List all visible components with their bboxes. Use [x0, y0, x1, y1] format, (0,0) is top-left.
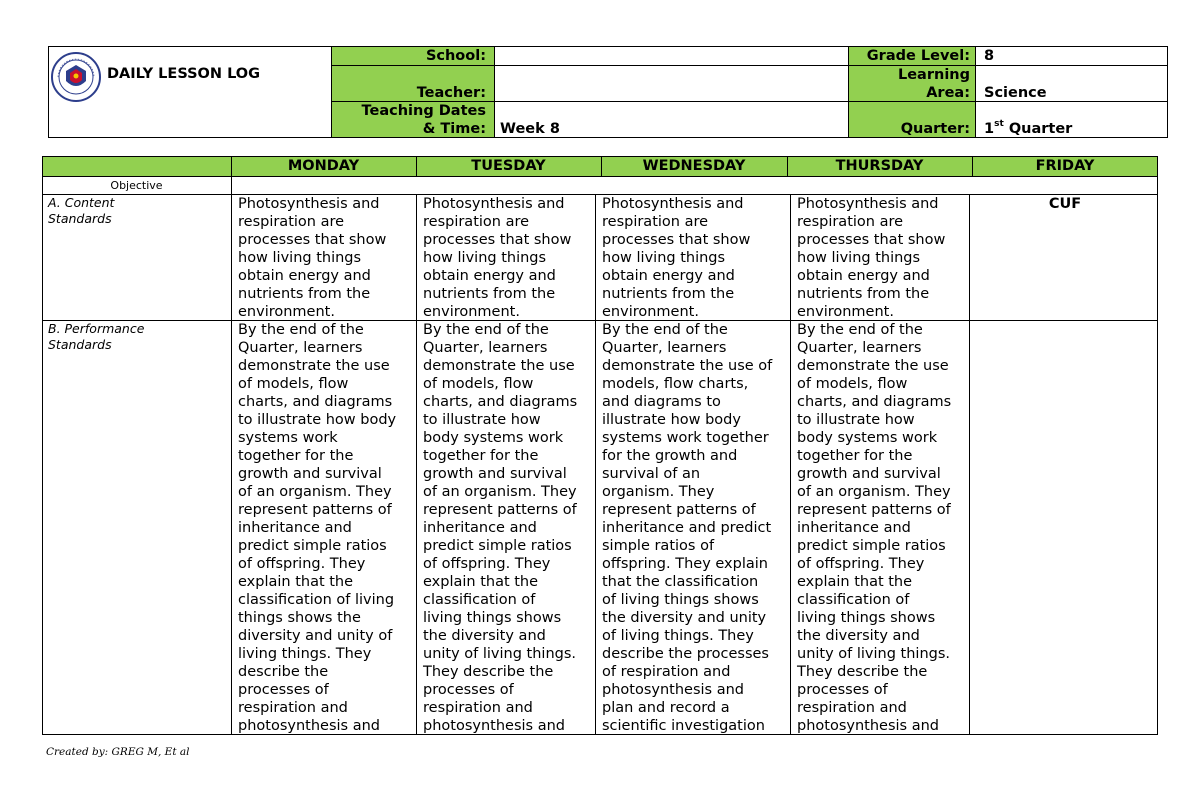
learning-area-value: Science — [984, 85, 1047, 101]
school-label: School: — [425, 48, 486, 64]
created-by-footer: Created by: GREG M, Et al — [46, 746, 190, 758]
day-header-wednesday: WEDNESDAY — [642, 158, 746, 174]
document-title: DAILY LESSON LOG — [107, 66, 261, 82]
quarter-label: Quarter: — [900, 121, 970, 137]
deped-seal-icon — [50, 51, 102, 103]
objective-row-label: Objective — [110, 179, 163, 192]
performance-standard-wednesday: By the end of the Quarter, learners demonstrate the use of models, flow charts, and diagrams to illustrate how body systems work together for the growth and survival of an organism. They represent patterns of inheritance and predict simple ratios of offspring. They explain that the classification of living things shows the diversity and unity of living things. They describe the processes of respiration and photosynthesis and plan and record a scientific investigation — [602, 322, 773, 734]
performance-standard-monday: By the end of the Quarter, learners demonstrate the use of models, flow charts, and diagrams to illustrate how body systems work together for the growth and survival of an organism. They represent patterns of inheritance and predict simple ratios of offspring. They explain that the classification of living things shows the diversity and unity of living things. They describe the processes of respiration and photosynthesis and — [238, 322, 397, 734]
day-header-thursday: THURSDAY — [835, 158, 924, 174]
content-standards-label: A. Content Standards — [48, 195, 115, 226]
grade-level-label: Grade Level: — [866, 48, 970, 64]
performance-standard-tuesday: By the end of the Quarter, learners demonstrate the use of models, flow charts, and diagrams to illustrate how body systems work together for the growth and survival of an organism. They represent patterns of inheritance and predict simple ratios of offspring. They explain that the classification of living things shows the diversity and unity of living things. They describe the processes of respiration and photosynthesis and — [423, 322, 578, 734]
performance-standards-label: B. Performance Standards — [48, 321, 145, 352]
quarter-value: 1st Quarter — [984, 119, 1073, 137]
day-header-friday: FRIDAY — [1035, 158, 1095, 174]
content-standard-tuesday: Photosynthesis and respiration are processes that show how living things obtain energy and nutrients from the environment. — [423, 196, 572, 320]
content-standard-monday: Photosynthesis and respiration are processes that show how living things obtain energy and nutrients from the environment. — [238, 196, 387, 320]
performance-standard-thursday: By the end of the Quarter, learners demonstrate the use of models, flow charts, and diagrams to illustrate how body systems work together for the growth and survival of an organism. They represent patterns of inheritance and predict simple ratios of offspring. They explain that the classification of living things shows the diversity and unity of living things. They describe the processes of respiration and photosynthesis and — [797, 322, 952, 734]
content-standard-thursday: Photosynthesis and respiration are processes that show how living things obtain energy and nutrients from the environment. — [797, 196, 946, 320]
content-standard-friday: CUF — [1048, 196, 1082, 212]
grade-level-value: 8 — [984, 48, 995, 64]
day-header-monday: MONDAY — [287, 158, 360, 174]
teacher-label: Teacher: — [416, 85, 486, 101]
teaching-dates-value: Week 8 — [500, 121, 560, 137]
learning-area-label-line2: Area: — [926, 85, 970, 101]
teaching-dates-label-line2: & Time: — [422, 121, 486, 137]
learning-area-label-line1: Learning — [897, 67, 970, 83]
day-header-tuesday: TUESDAY — [471, 158, 546, 174]
content-standard-wednesday: Photosynthesis and respiration are processes that show how living things obtain energy and nutrients from the environment. — [602, 196, 751, 320]
teaching-dates-label-line1: Teaching Dates — [361, 103, 486, 119]
